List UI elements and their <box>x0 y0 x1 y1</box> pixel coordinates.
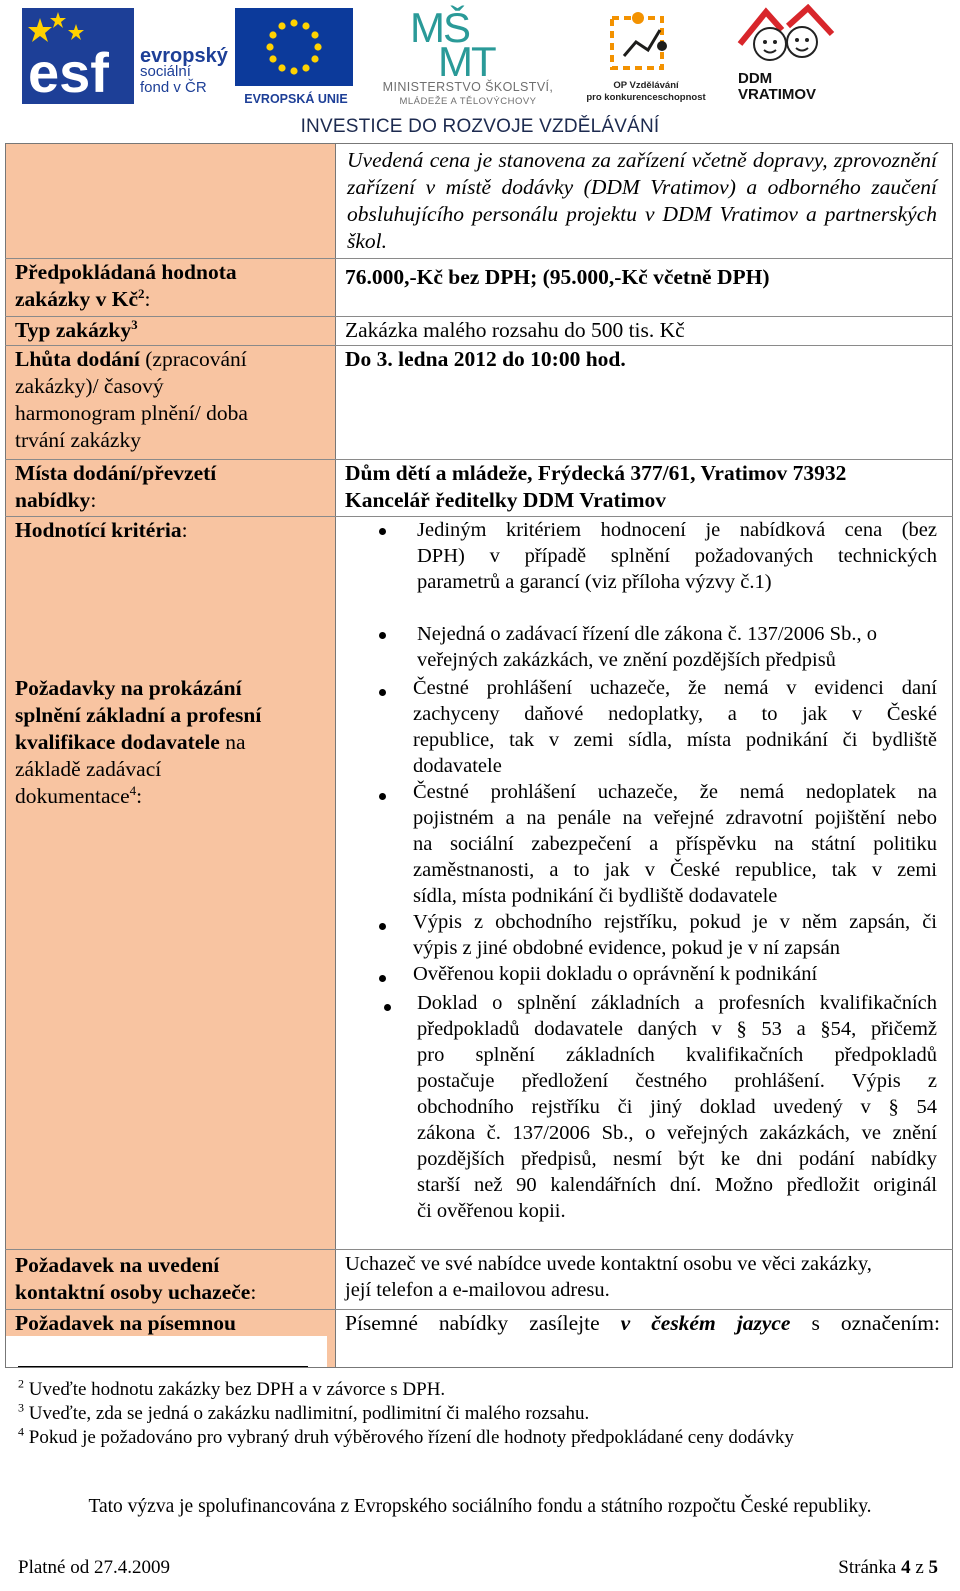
msmt-logo <box>362 4 574 108</box>
bullet-icon <box>379 689 386 696</box>
footnote-3: $^3$ Uveďte, zda se jedná o zakázku nadlimitní, podlimitní či malého rozsahu. <box>18 1400 590 1424</box>
qualification-item-2: Čestné prohlášení uchazeče, že nemá nedoplatek na pojistném a na penále na veřejné zdravotní pojištění nebo na sociální zabezpečení a příspěvku na státní politiku zaměstnanosti, a to jak v České republice, tak v zemi sídla, místa podnikání či bydliště dodavatele <box>413 781 937 907</box>
price-note: Uvedená cena je stanovena za zařízení včetně dopravy, zprovoznění zařízení v místě dodávky (DDM Vratimov) a odborného zaučení obsluhujícího personálu projektu v DDM Vratimov a partnerských škol. <box>347 148 937 253</box>
estimated-value: 76.000,-Kč bez DPH; (95.000,-Kč včetně DPH) <box>345 265 770 289</box>
contract-type-label: Typ zakázky$^3$ <box>15 316 138 342</box>
ddm-caption-2: VRATIMOV <box>738 86 817 103</box>
svg-text:esf: esf <box>28 41 109 104</box>
opvk-caption-2: pro konkurenceschopnost <box>586 92 706 103</box>
ddm-house-children-icon <box>736 4 836 70</box>
criteria-item-2: Nejedná o zadávací řízení dle zákona č. 137/2006 Sb., o veřejných zakázkách, ve znění pozdějších předpisů <box>417 623 877 671</box>
delivery-place: Dům dětí a mládeže, Frýdecká 377/61, Vratimov 73932 Kancelář ředitelky DDM Vratimov <box>345 461 847 512</box>
footnote-2: $^2$ Uveďte hodnotu zakázky bez DPH a v závorce s DPH. <box>18 1376 446 1400</box>
eu-flag-icon <box>235 8 353 86</box>
delivery-deadline-label: Lhůta dodání (zpracování zakázky)/ časový harmonogram plnění/ doba trvání zakázky <box>15 347 248 452</box>
investment-banner: INVESTICE DO ROZVOJE VZDĚLÁVÁNÍ <box>300 116 660 137</box>
svg-text:MŠ: MŠ <box>410 4 469 51</box>
qualification-item-1: Čestné prohlášení uchazeče, že nemá v evidenci daní zachyceny daňové nedoplatky, a to jak v České republice, tak v zemi sídla, místa podnikání či bydliště dodavatele <box>413 677 937 777</box>
footnote-separator <box>18 1366 308 1367</box>
written-offer-label: Požadavek na písemnou <box>15 1311 237 1335</box>
footnote-4: $^4$ Pokud je požadováno pro vybraný druh výběrového řízení dle hodnoty předpokládané ceny dodávky <box>18 1424 794 1448</box>
esf-text: evropský sociální fond v ČR <box>140 45 228 96</box>
opvk-logo <box>576 6 716 106</box>
criteria-item-1: Jediným kritériem hodnocení je nabídková cena (bez DPH) v případě splnění požadovaných technických parametrů a garancí (viz příloha výzvy č.1) <box>417 519 937 593</box>
qualification-item-4: Ověřenou kopii dokladu o oprávnění k podnikání <box>413 963 818 985</box>
msmt-caption-2: MLÁDEŽE A TĚLOVÝCHOVY <box>399 96 537 107</box>
contact-person-label: Požadavek na uvedení kontaktní osoby uchazeče: <box>15 1253 257 1304</box>
eu-caption: EVROPSKÁ UNIE <box>244 92 348 106</box>
valid-from: Platné od 27.4.2009 <box>18 1557 170 1578</box>
bullet-icon <box>384 1004 391 1011</box>
page-number: Stránka 4 z 5 <box>838 1557 938 1578</box>
estimated-value-label: Předpokládaná hodnota zakázky v $Kč^2$: <box>15 260 237 311</box>
svg-text:MT: MT <box>438 38 495 78</box>
delivery-deadline: Do 3. ledna 2012 do 10:00 hod. <box>345 347 626 371</box>
contact-person: Uchazeč ve své nabídce uvede kontaktní osobu ve věci zakázky, její telefon a e-mailovou adresu. <box>345 1253 872 1301</box>
tender-table <box>5 143 953 1368</box>
cofinance-note: Tato výzva je spolufinancována z Evropského sociálního fondu a státního rozpočtu České republiky. <box>88 1496 872 1517</box>
bullet-icon <box>379 632 386 639</box>
msmt-caption-1: MINISTERSTVO ŠKOLSTVÍ, <box>382 80 554 94</box>
opvk-caption-1: OP Vzdělávání <box>613 80 679 91</box>
contract-type: Zakázka malého rozsahu do 500 tis. Kč <box>345 318 685 342</box>
written-offer-note: Písemné nabídky zasílejte v českém jazyce s označením: <box>345 1311 940 1335</box>
bullet-icon <box>379 528 386 535</box>
bullet-icon <box>379 793 386 800</box>
qualification-item-3: Výpis z obchodního rejstříku, pokud je v něm zapsán, či výpis z jiné obdobné evidence, pokud je v ní zapsán <box>413 911 937 959</box>
opvk-square-icon <box>602 6 674 78</box>
ddm-caption-1: DDM <box>738 70 773 87</box>
esf-stars-icon <box>22 8 134 104</box>
msmt-monogram-icon <box>410 4 520 78</box>
eu-logo <box>235 8 355 106</box>
qualification-item-5: Doklad o splnění základních a profesních kvalifikačních předpokladů dodavatele daných v § 53 a §54, přičemž pro splnění základních kvalifikačních předpokladů postačuje předložení čestného prohlášení. Výpis z obchodního rejstříku či jiný doklad uvedený v § 54 zákona č. 137/2006 Sb., o veřejných zakázkách, ve znění pozdějších předpisů, nesmí být ke dni podání nabídky starší než 90 kalendářních dní. Možno předložit originál či ověřenou kopii. <box>417 992 937 1222</box>
header-logos <box>0 0 960 150</box>
delivery-place-label: Místa dodání/převzetí nabídky: <box>15 461 217 512</box>
bullet-icon <box>379 975 386 982</box>
qualification-label: Požadavky na prokázání splnění základní a profesní kvalifikace dodavatele na základě zadávací dokumentace$^4$: <box>15 676 262 808</box>
evaluation-criteria-label: Hodnotící kritéria: <box>15 518 188 542</box>
esf-logo <box>22 8 230 104</box>
bullet-icon <box>379 923 386 930</box>
ddm-logo <box>730 4 850 108</box>
